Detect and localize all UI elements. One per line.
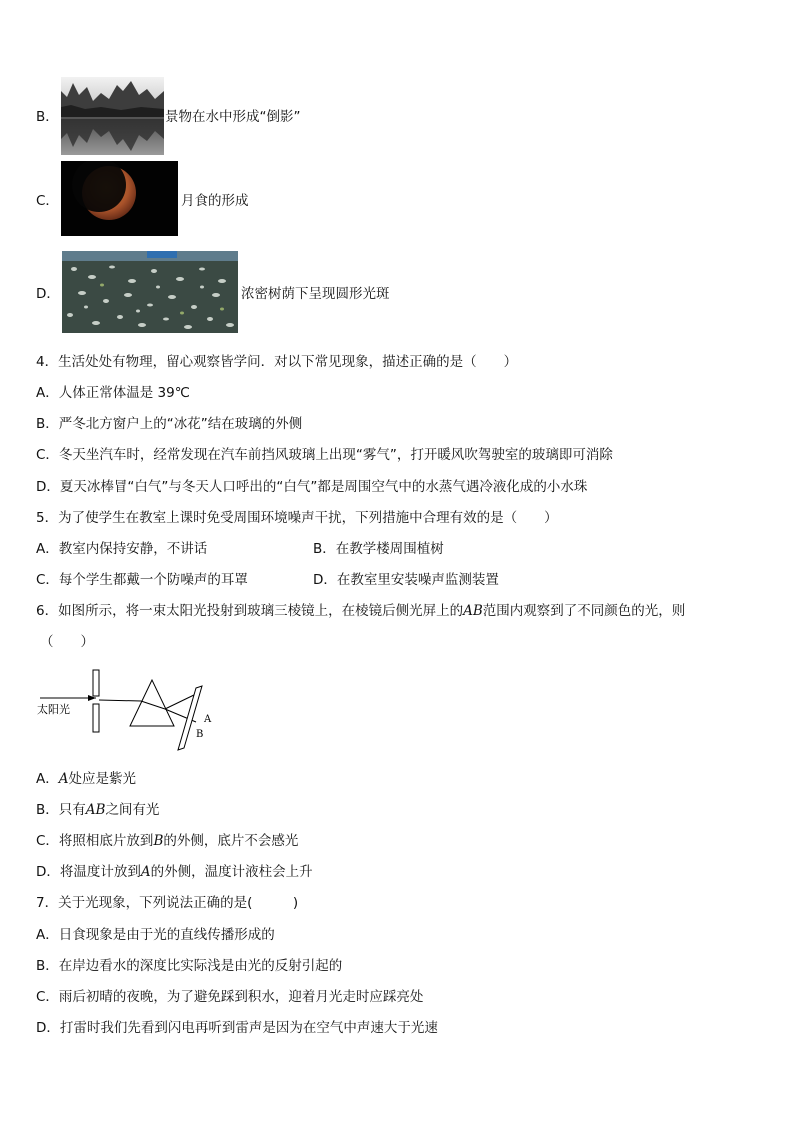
option-letter: B．: [36, 109, 59, 125]
option-text: C．每个学生都戴一个防噪声的耳罩: [36, 572, 248, 588]
option-text: A．人体正常体温是 39℃: [36, 385, 190, 401]
option-letter: C．: [36, 193, 59, 209]
option-text: A．教室内保持安静，不讲话: [36, 541, 208, 557]
option-suffix: 的外侧，底片不会感光: [163, 833, 299, 849]
slit-upper: [93, 670, 99, 696]
option-suffix: 处应是紫光: [68, 771, 136, 787]
point-a-label: A: [204, 714, 212, 725]
option-prefix: D．将温度计放到: [36, 864, 141, 880]
option-prefix: C．将照相底片放到: [36, 833, 154, 849]
option-text: D．打雷时我们先看到闪电再听到雷声是因为在空气中声速大于光速: [36, 1020, 438, 1036]
light-screen: [178, 686, 202, 750]
option-text: B．在教学楼周围植树: [313, 541, 444, 557]
option-text: [36, 863, 313, 881]
option-variable: A: [140, 864, 151, 880]
option-prefix: B．只有: [36, 802, 86, 818]
prism-triangle: [130, 680, 174, 726]
option-text: [36, 770, 136, 788]
question-stem: 5．为了使学生在教室上课时免受周围环境噪声干扰，下列措施中合理有效的是（ ）: [36, 510, 558, 526]
tree-shade-light-spots-photo: [62, 251, 238, 333]
option-suffix: 之间有光: [105, 802, 160, 818]
point-b-label: B: [196, 729, 204, 740]
option-text: C．雨后初晴的夜晚，为了避免踩到积水，迎着月光走时应踩亮处: [36, 989, 424, 1005]
question-stem: [36, 602, 685, 620]
option-caption: 浓密树荫下呈现圆形光斑: [241, 286, 390, 302]
stem-text: 范围内观察到了不同颜色的光，则: [482, 603, 686, 619]
option-text: D．夏天冰棒冒“白气”与冬天人口呼出的“白气”都是周围空气中的水蒸气遇冷液化成的小水珠: [36, 479, 588, 495]
option-caption: 月食的形成: [181, 193, 249, 209]
stem-text: 6．如图所示，将一束太阳光投射到玻璃三棱镜上，在棱镜后侧光屏上的: [36, 603, 464, 619]
question-stem: 7．关于光现象，下列说法正确的是( ): [36, 895, 299, 911]
option-text: [36, 832, 298, 850]
option-text: [36, 801, 159, 819]
option-text: D．在教室里安装噪声监测装置: [313, 572, 499, 588]
reflection-photo: [61, 77, 164, 155]
option-prefix: A．: [36, 771, 59, 787]
lunar-eclipse-photo: [61, 161, 178, 236]
prism-diagram: [34, 664, 224, 754]
option-suffix: 的外侧，温度计液柱会上升: [150, 864, 313, 880]
option-text: C．冬天坐汽车时，经常发现在汽车前挡风玻璃上出现“雾气”，打开暖风吹驾驶室的玻璃即可消除: [36, 447, 613, 463]
option-text: B．严冬北方窗户上的“冰花”结在玻璃的外侧: [36, 416, 303, 432]
option-variable: A: [58, 771, 69, 787]
answer-blank: （ ）: [40, 634, 94, 650]
stem-variable: AB: [463, 603, 483, 619]
option-variable: B: [153, 833, 164, 849]
option-text: B．在岸边看水的深度比实际浅是由光的反射引起的: [36, 958, 343, 974]
slit-lower: [93, 704, 99, 732]
sunlight-label: 太阳光: [37, 703, 70, 716]
option-variable: AB: [85, 802, 106, 818]
question-stem: 4．生活处处有物理，留心观察皆学问．对以下常见现象，描述正确的是（ ）: [36, 354, 518, 370]
option-text: A．日食现象是由于光的直线传播形成的: [36, 927, 275, 943]
option-caption: 景物在水中形成“倒影”: [165, 109, 301, 125]
option-letter: D．: [36, 286, 60, 302]
